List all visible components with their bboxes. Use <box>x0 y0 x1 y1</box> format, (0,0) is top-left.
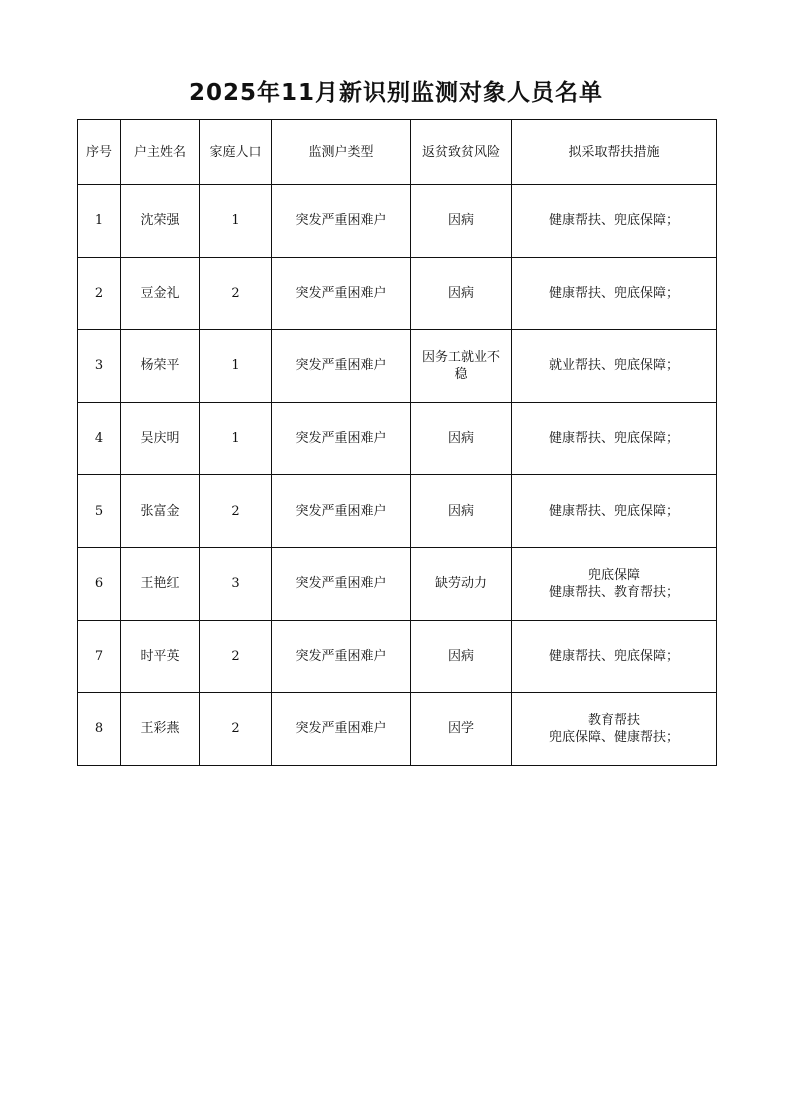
measure-line: 健康帮扶、教育帮扶； <box>548 584 679 600</box>
cell-assistance-measures <box>512 547 717 620</box>
header-cell-index: 序号 <box>78 120 121 185</box>
cell-index: 3 <box>78 330 121 403</box>
cell-poverty-risk: 因病 <box>411 185 512 258</box>
cell-index: 7 <box>78 620 121 693</box>
cell-monitoring-type: 突发严重困难户 <box>272 475 411 548</box>
measure-line: 健康帮扶、兜底保障； <box>548 503 679 519</box>
cell-householder-name: 时平英 <box>121 620 200 693</box>
cell-monitoring-type: 突发严重困难户 <box>272 547 411 620</box>
cell-assistance-measures <box>512 402 717 475</box>
cell-householder-name: 王彩燕 <box>121 693 200 766</box>
cell-monitoring-type: 突发严重困难户 <box>272 185 411 258</box>
cell-assistance-measures <box>512 185 717 258</box>
table-row <box>78 257 717 330</box>
monitoring-roster-table <box>77 119 717 766</box>
cell-assistance-measures <box>512 620 717 693</box>
cell-householder-name: 张富金 <box>121 475 200 548</box>
cell-poverty-risk: 因病 <box>411 402 512 475</box>
cell-assistance-measures <box>512 475 717 548</box>
table-row <box>78 402 717 475</box>
cell-monitoring-type: 突发严重困难户 <box>272 257 411 330</box>
cell-householder-name: 沈荣强 <box>121 185 200 258</box>
header-cell-poverty-risk: 返贫致贫风险 <box>411 120 512 185</box>
cell-householder-name: 王艳红 <box>121 547 200 620</box>
cell-index: 2 <box>78 257 121 330</box>
document-title: 2025年11月新识别监测对象人员名单 <box>188 80 604 106</box>
cell-monitoring-type: 突发严重困难户 <box>272 330 411 403</box>
cell-assistance-measures <box>512 693 717 766</box>
cell-household-size: 2 <box>200 693 272 766</box>
cell-index: 8 <box>78 693 121 766</box>
measure-line: 健康帮扶、兜底保障； <box>548 213 679 229</box>
table-row <box>78 693 717 766</box>
header-cell-household-size: 家庭人口 <box>200 120 272 185</box>
cell-poverty-risk: 因学 <box>411 693 512 766</box>
table-header-row <box>78 120 717 185</box>
cell-poverty-risk: 因务工就业不稳 <box>411 330 512 403</box>
cell-household-size: 1 <box>200 330 272 403</box>
cell-monitoring-type: 突发严重困难户 <box>272 693 411 766</box>
table-row <box>78 547 717 620</box>
cell-householder-name: 杨荣平 <box>121 330 200 403</box>
cell-household-size: 2 <box>200 620 272 693</box>
table-row <box>78 185 717 258</box>
cell-household-size: 3 <box>200 547 272 620</box>
cell-index: 6 <box>78 547 121 620</box>
cell-index: 4 <box>78 402 121 475</box>
measure-line: 兜底保障、健康帮扶； <box>548 729 679 745</box>
cell-index: 5 <box>78 475 121 548</box>
table-row <box>78 330 717 403</box>
header-cell-monitoring-type: 监测户类型 <box>272 120 411 185</box>
cell-household-size: 2 <box>200 257 272 330</box>
cell-poverty-risk: 缺劳动力 <box>411 547 512 620</box>
cell-householder-name: 吴庆明 <box>121 402 200 475</box>
cell-assistance-measures <box>512 257 717 330</box>
measure-line: 教育帮扶 <box>587 712 640 728</box>
table-row <box>78 620 717 693</box>
cell-householder-name: 豆金礼 <box>121 257 200 330</box>
table-row <box>78 475 717 548</box>
cell-index: 1 <box>78 185 121 258</box>
cell-poverty-risk: 因病 <box>411 620 512 693</box>
cell-monitoring-type: 突发严重困难户 <box>272 620 411 693</box>
cell-household-size: 2 <box>200 475 272 548</box>
cell-poverty-risk: 因病 <box>411 475 512 548</box>
measure-line: 健康帮扶、兜底保障； <box>548 431 679 447</box>
header-cell-assistance-measures: 拟采取帮扶措施 <box>512 120 717 185</box>
measure-line: 兜底保障 <box>587 567 640 583</box>
cell-assistance-measures <box>512 330 717 403</box>
measure-line: 健康帮扶、兜底保障； <box>548 285 679 301</box>
measure-line: 健康帮扶、兜底保障； <box>548 648 679 664</box>
cell-monitoring-type: 突发严重困难户 <box>272 402 411 475</box>
measure-line: 就业帮扶、兜底保障； <box>548 358 679 374</box>
cell-household-size: 1 <box>200 185 272 258</box>
header-cell-householder-name: 户主姓名 <box>121 120 200 185</box>
cell-poverty-risk: 因病 <box>411 257 512 330</box>
cell-household-size: 1 <box>200 402 272 475</box>
